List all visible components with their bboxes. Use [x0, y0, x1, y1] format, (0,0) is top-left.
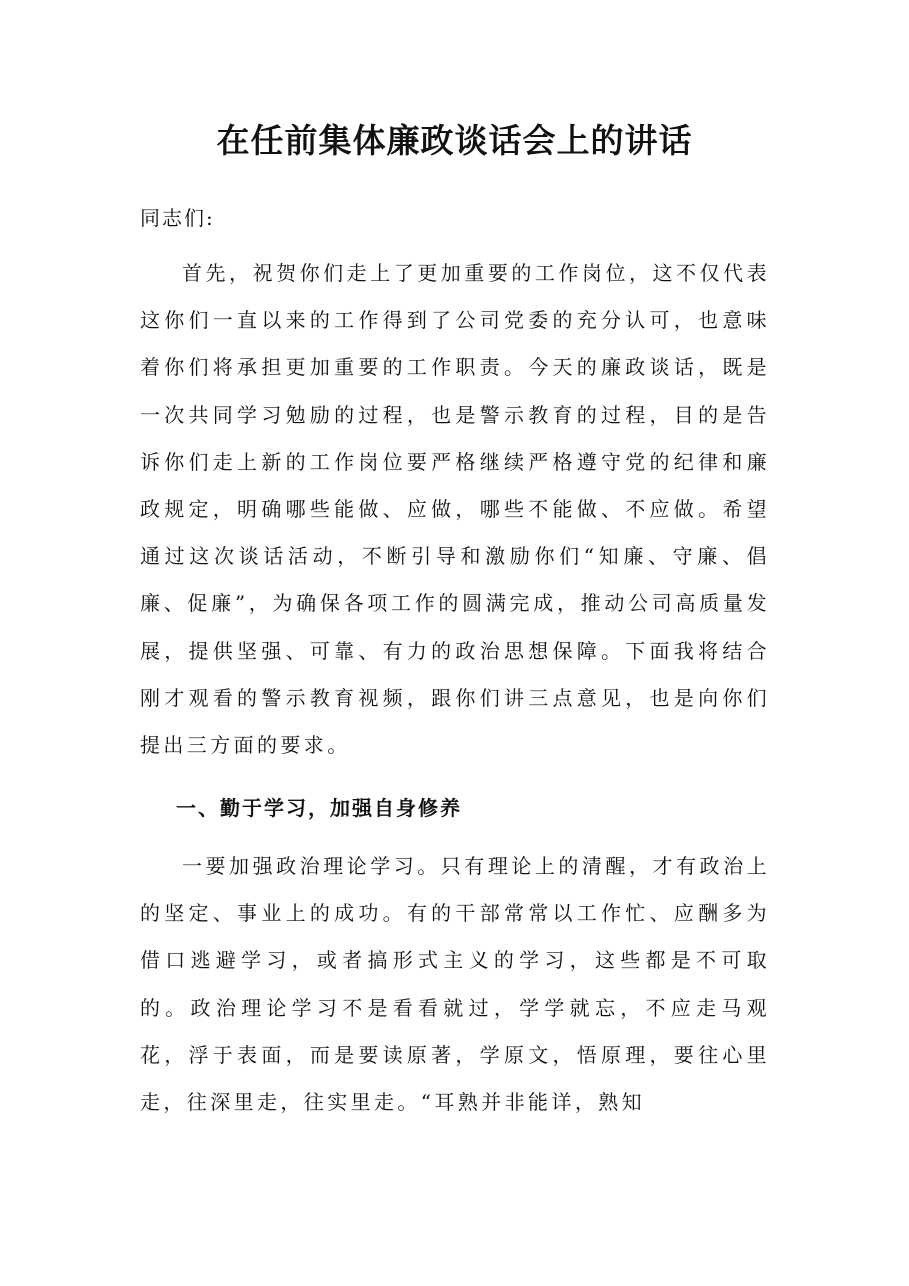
salutation: 同志们:	[140, 206, 215, 230]
body-paragraph-1: 首先，祝贺你们走上了更加重要的工作岗位，这不仅代表这你们一直以来的工作得到了公司党委的充分认可，也意味着你们将承担更加重要的工作职责。今天的廉政谈话，既是一次共同学习勉励的过程，也是警示教育的过程，目的是告诉你们走上新的工作岗位要严格继续严格遵守党的纪律和廉政规定，明确哪些能做、应做，哪些不能做、不应做。希望通过这次谈话活动，不断引导和激励你们“知廉、守廉、倡廉、促廉”，为确保各项工作的圆满完成，推动公司高质量发展，提供坚强、可靠、有力的政治思想保障。下面我将结合刚才观看的警示教育视频，跟你们讲三点意见，也是向你们提出三方面的要求。	[140, 261, 770, 758]
section-heading-1: 一、勤于学习，加强自身修养	[176, 796, 462, 820]
document-title: 在任前集体廉政谈话会上的讲话	[216, 121, 693, 160]
body-paragraph-2: 一要加强政治理论学习。只有理论上的清醒，才有政治上的坚定、事业上的成功。有的干部常常以工作忙、应酬多为借口逃避学习，或者搞形式主义的学习，这些都是不可取的。政治理论学习不是看看就过，学学就忘，不应走马观花，浮于表面，而是要读原著，学原文，悟原理，要往心里走，往深里走，往实里走。“耳熟并非能详，熟知	[140, 854, 770, 1115]
